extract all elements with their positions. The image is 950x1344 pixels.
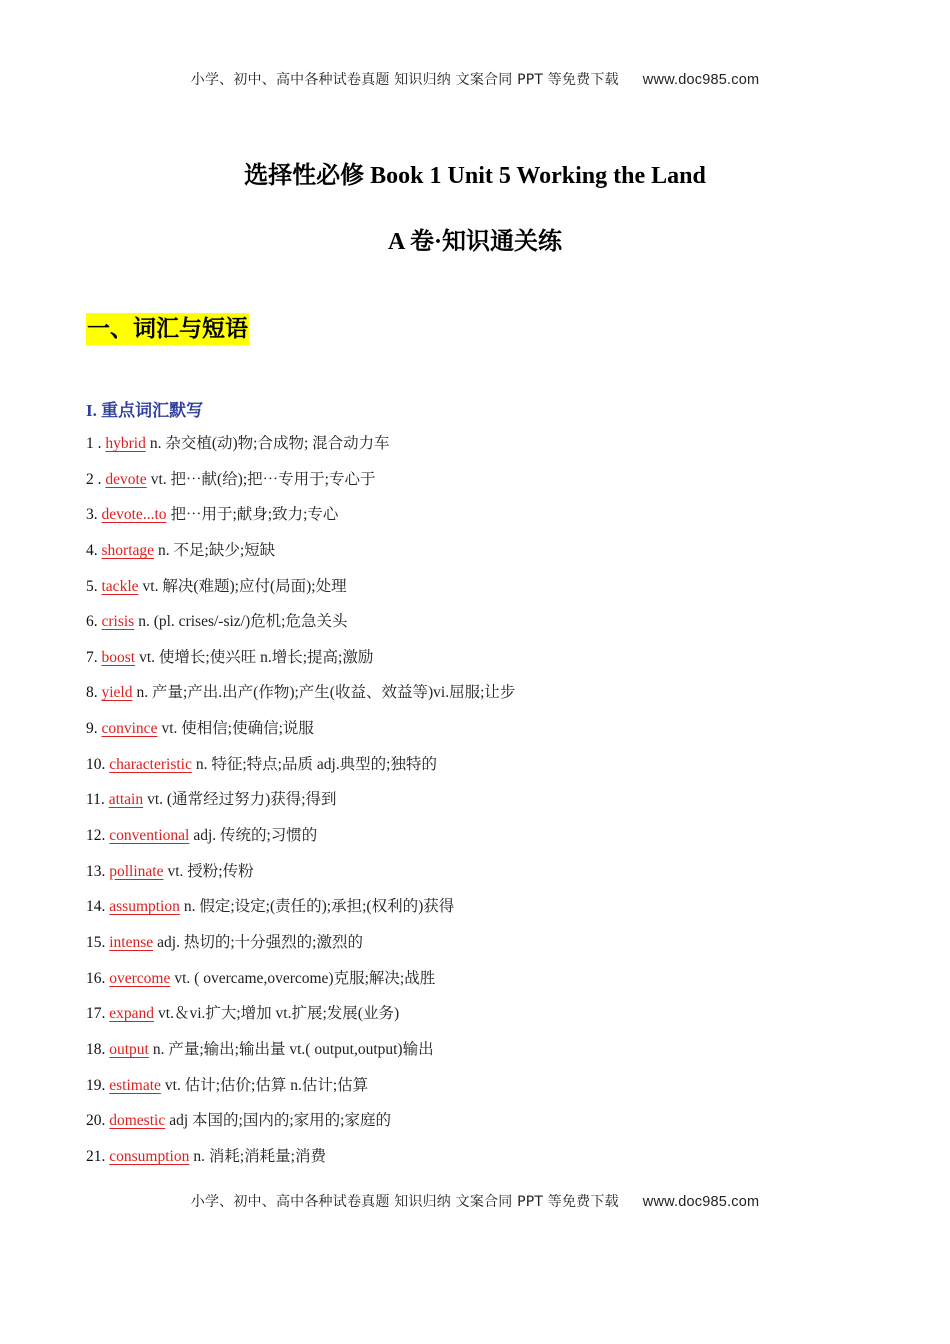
vocab-answer: output [109, 1040, 149, 1058]
vocab-definition: n. 产量;产出.出产(作物);产生(收益、效益等)vi.屈服;让步 [136, 684, 516, 702]
vocab-definition: vt. 解决(难题);应付(局面);处理 [142, 577, 347, 595]
vocab-number: 12. [86, 827, 106, 845]
vocab-definition: vt.＆vi.扩大;增加 vt.扩展;发展(业务) [158, 1005, 400, 1023]
vocab-definition: n. 消耗;消耗量;消费 [193, 1147, 326, 1165]
vocab-item [86, 896, 515, 932]
vocab-answer: devote...to [101, 506, 167, 524]
vocab-item [86, 682, 515, 718]
vocab-answer: overcome [109, 969, 171, 987]
vocab-number: 4. [86, 541, 98, 559]
vocab-answer: domestic [109, 1112, 166, 1130]
vocab-number: 21. [86, 1147, 106, 1165]
vocab-item [86, 932, 515, 968]
vocab-number: 8. [86, 684, 98, 702]
vocab-item [86, 968, 515, 1004]
section-heading: 一、词汇与短语 [86, 313, 249, 345]
vocab-number: 20. [86, 1112, 106, 1130]
vocab-number: 1 . [86, 435, 102, 452]
vocab-answer: expand [109, 1005, 155, 1023]
vocab-definition: vt. 使相信;使确信;说服 [161, 720, 314, 738]
vocab-answer: yield [101, 684, 133, 702]
vocab-item [86, 611, 515, 647]
vocab-answer: intense [109, 933, 154, 951]
subsection-heading: I. 重点词汇默写 [86, 401, 204, 420]
vocab-definition: 把⋯用于;献身;致力;专心 [170, 506, 339, 524]
vocab-definition: n. 不足;缺少;短缺 [158, 541, 276, 559]
vocab-answer: consumption [109, 1147, 190, 1165]
vocab-item [86, 576, 515, 612]
vocab-number: 3. [86, 506, 98, 524]
vocab-item [86, 1039, 515, 1075]
watermark-site-link[interactable]: www.doc985.com [642, 1194, 760, 1210]
vocab-number: 6. [86, 613, 98, 631]
vocab-answer: crisis [101, 613, 135, 631]
vocab-item [86, 540, 515, 576]
vocab-definition: adj 本国的;国内的;家用的;家庭的 [169, 1112, 391, 1130]
vocab-number: 5. [86, 577, 98, 595]
vocab-number: 2 . [86, 470, 102, 488]
vocab-definition: n. (pl. crises/-siz/)危机;危急关头 [138, 613, 348, 631]
vocab-answer: shortage [101, 541, 155, 559]
vocab-answer: convince [101, 720, 158, 738]
document-subtitle: A 卷·知识通关练 [387, 229, 562, 255]
vocab-number: 11. [86, 791, 105, 809]
vocab-answer: tackle [101, 577, 139, 595]
vocab-item [86, 861, 515, 897]
vocab-number: 7. [86, 648, 98, 666]
vocab-definition: vt. 授粉;传粉 [167, 862, 254, 880]
vocab-number: 18. [86, 1040, 106, 1058]
header-watermark [0, 69, 950, 89]
vocab-definition: vt. ( overcame,overcome)克服;解决;战胜 [174, 969, 436, 987]
watermark-text: 小学、初中、高中各种试卷真题 知识归纳 文案合同 PPT 等免费下载 [190, 1194, 619, 1210]
vocab-definition: n. 杂交植(动)物;合成物; 混合动力车 [149, 435, 390, 452]
vocab-number: 10. [86, 755, 106, 773]
vocab-answer: attain [108, 791, 144, 809]
vocab-number: 13. [86, 862, 106, 880]
vocab-item [86, 647, 515, 683]
vocab-answer: characteristic [109, 755, 192, 773]
vocab-item [86, 789, 515, 825]
vocab-answer: assumption [109, 898, 180, 916]
vocab-list [86, 433, 515, 1181]
vocab-item [86, 825, 515, 861]
vocab-definition: adj. 传统的;习惯的 [193, 827, 318, 845]
watermark-text: 小学、初中、高中各种试卷真题 知识归纳 文案合同 PPT 等免费下载 [190, 72, 619, 88]
vocab-number: 15. [86, 933, 106, 951]
vocab-number: 17. [86, 1005, 106, 1023]
footer-watermark [0, 1191, 950, 1211]
vocab-number: 9. [86, 720, 98, 738]
document-title: 选择性必修 Book 1 Unit 5 Working the Land [244, 163, 706, 189]
vocab-definition: n. 特征;特点;品质 adj.典型的;独特的 [195, 755, 437, 773]
vocab-definition: n. 假定;设定;(责任的);承担;(权利的)获得 [183, 898, 455, 916]
vocab-item [86, 504, 515, 540]
vocab-item [86, 1003, 515, 1039]
vocab-item [86, 469, 515, 505]
vocab-item [86, 1075, 515, 1111]
vocab-answer: devote [105, 470, 147, 488]
vocab-definition: adj. 热切的;十分强烈的;激烈的 [157, 933, 363, 951]
vocab-definition: vt. 使增长;使兴旺 n.增长;提高;激励 [139, 648, 374, 666]
vocab-number: 14. [86, 898, 106, 916]
watermark-site-link[interactable]: www.doc985.com [642, 72, 760, 88]
vocab-item [86, 718, 515, 754]
vocab-item [86, 1146, 515, 1182]
vocab-answer: pollinate [109, 862, 164, 880]
vocab-definition: vt. (通常经过努力)获得;得到 [147, 791, 337, 809]
vocab-number: 16. [86, 969, 106, 987]
vocab-item [86, 433, 515, 469]
vocab-answer: conventional [109, 827, 190, 845]
vocab-definition: n. 产量;输出;输出量 vt.( output,output)输出 [152, 1040, 434, 1058]
vocab-item [86, 1110, 515, 1146]
vocab-answer: estimate [109, 1076, 161, 1094]
vocab-definition: vt. 估计;估价;估算 n.估计;估算 [164, 1076, 369, 1094]
vocab-definition: vt. 把⋯献(给);把⋯专用于;专心于 [150, 470, 376, 488]
vocab-number: 19. [86, 1076, 106, 1094]
vocab-answer: boost [101, 648, 136, 666]
vocab-answer: hybrid [105, 435, 146, 452]
vocab-item [86, 754, 515, 790]
